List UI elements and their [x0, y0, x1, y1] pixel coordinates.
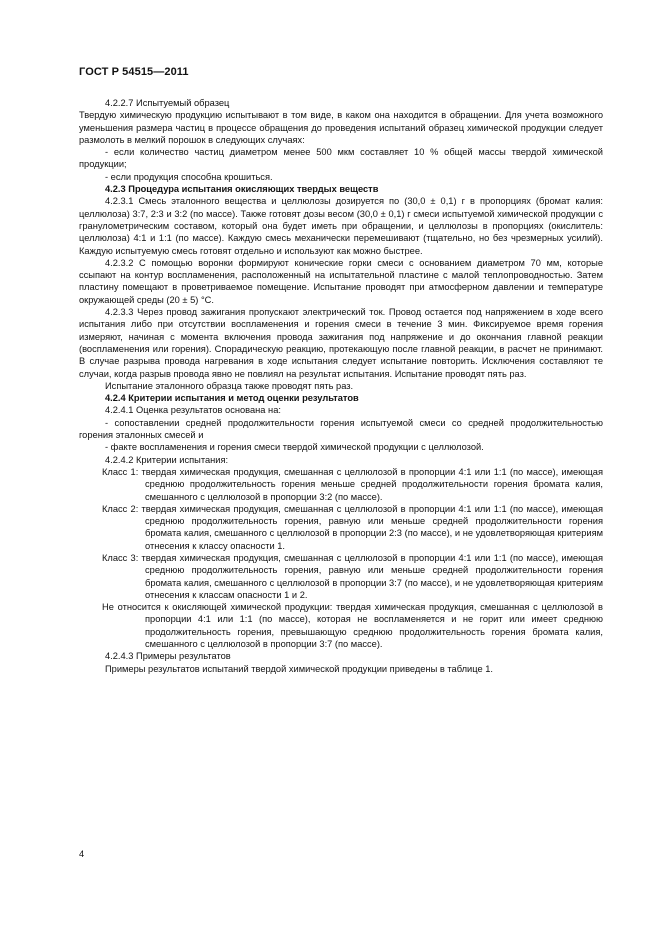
section-heading: 4.2.3 Процедура испытания окисляющих твердых веществ [105, 184, 379, 195]
document-header: ГОСТ Р 54515—2011 [79, 66, 189, 78]
paragraph: 4.2.4.3 Примеры результатов [105, 651, 231, 662]
list-item: - если продукция способна крошиться. [105, 171, 273, 182]
section-heading: 4.2.4 Критерии испытания и метод оценки результатов [105, 393, 359, 404]
paragraph: 4.2.2.7 Испытуемый образец [105, 98, 230, 108]
paragraph: 4.2.3.3 Через провод зажигания пропускают электрический ток. Провод остается под напряжением в ходе всего испытания либо при отсутствии воспламенения и горения смеси в течение 3 мин. Фиксируемое время горения измеряют, начиная с момента включения провода зажигания под напряжение и до окончания главной реакции (воспламенения или горения). Спорадическую реакцию, протекающую после главной реакции, в расчет не принимают. В случае разрыва провода нагревания в ходе испытания следует испытание повторить. Исключения составляют те случаи, когда разрыв провода явно не повлиял на результат испытания. Испытание проводят пять раз. [79, 307, 603, 379]
paragraph: Твердую химическую продукцию испытывают в том виде, в каком она находится в обращении. Для учета возможного уменьшения размера частиц в процессе обращения до проведения испытаний образец химической продукции следует размолоть в мелкий порошок в следующих случаях: [79, 110, 603, 145]
list-item: - если количество частиц диаметром менее 500 мкм составляет 10 % общей массы твердой химической продукции; [79, 147, 603, 170]
page-number: 4 [79, 849, 85, 859]
paragraph: Примеры результатов испытаний твердой химической продукции приведены в таблице 1. [105, 663, 493, 674]
paragraph: 4.2.4.1 Оценка результатов основана на: [105, 405, 281, 416]
list-item: - сопоставлении средней продолжительности горения испытуемой смеси со средней продолжительностью горения эталонных смесей и [79, 417, 603, 441]
class-criterion-1: Класс 1: твердая химическая продукция, смешанная с целлюлозой в пропорции 4:1 или 1:1 (по массе), имеющая среднюю продолжительность горения меньше средней продолжительности горения бромата калия, смешанного с целлюлозой в пропорции 3:2 (по массе). [102, 466, 603, 502]
class-criterion-2: Класс 2: твердая химическая продукция, смешанная с целлюлозой в пропорции 4:1 или 1:1 (по массе), имеющая среднюю продолжительность горения, равную или меньше средней продолжительности горения бромата калия, смешанного с целлюлозой в пропорции 2:3 (по массе), и не удовлетворяющая критериям отнесения к классу опасности 1. [102, 503, 603, 551]
paragraph: 4.2.3.1 Смесь эталонного вещества и целлюлозы дозируется по (30,0 ± 0,1) г в пропорциях (бромат калия: целлюлоза) 3:7, 2:3 и 3:2 (по массе). Также готовят дозы весом (30,0 ± 0,1) г смеси испытуемой химической продукции с гранулометрическим составом, который она будет иметь при обращении, и целлюлозы в пропорциях (окислитель: целлюлоза) 4:1 и 1:1 (по массе). Каждую смесь механически перемешивают (тщательно, но без чрезмерных усилий). Каждую испытуемую смесь готовят отдельно и используют как можно быстрее. [79, 196, 603, 256]
list-item: - факте воспламенения и горения смеси твердой химической продукции с целлюлозой. [105, 442, 484, 453]
paragraph: 4.2.3.2 С помощью воронки формируют конические горки смеси с основанием диаметром 70 мм, которые ссыпают на контур воспламенения, расположенный на испытательной пластине с малой теплопроводностью. Затем пластину помещают в проветриваемое помещение. Испытание проводят при атмосферном давлении и температуре окружающей среды (20 ± 5) °С. [79, 257, 603, 305]
paragraph: Испытание эталонного образца также проводят пять раз. [105, 380, 354, 391]
not-oxidizing-criterion: Не относится к окисляющей химической продукции: твердая химическая продукция, смешанная с целлюлозой в пропорции 4:1 или 1:1 (по массе), которая не воспламеняется и не горит или имеет среднюю продолжительность горения, превышающую среднюю продолжительность горения бромата калия, смешанного с целлюлозой в пропорции 3:7 (по массе). [102, 602, 603, 650]
document-body [79, 97, 603, 675]
class-criterion-3: Класс 3: твердая химическая продукция, смешанная с целлюлозой в пропорции 4:1 или 1:1 (по массе), имеющая среднюю продолжительность горения, равную или меньше средней продолжительности горения бромата калия, смешанного с целлюлозой в пропорции 3:7 (по массе), и не удовлетворяющая критериям отнесения к классам опасности 1 и 2. [102, 552, 603, 600]
paragraph: 4.2.4.2 Критерии испытания: [105, 454, 229, 465]
